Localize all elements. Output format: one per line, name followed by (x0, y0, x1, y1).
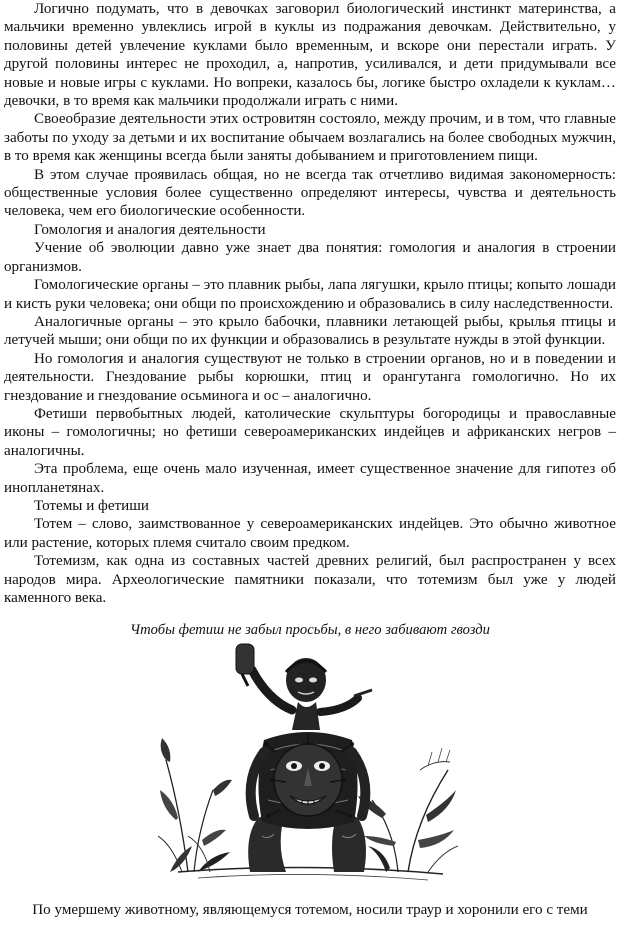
body-text (4, 0, 616, 607)
paragraph: Тотем – слово, заимствованное у североамериканских индейцев. Это обычно животное или растение, которых племя считало своим предком. (4, 516, 616, 551)
paragraph: Своеобразие деятельности этих островитян состояло, между прочим, и в том, что главные заботы по уходу за детьми и их воспитание обычаем возлагались на более свободных мужчин, в то время как женщины всегда были заняты добыванием и приготовлением пищи. (4, 111, 616, 165)
paragraph: Гомологические органы – это плавник рыбы, лапа лягушки, крыло птицы; копыто лошади и кисть руки человека; они общи по происхождению и образовались в силу наследственности. (4, 277, 616, 312)
paragraph: Логично подумать, что в девочках заговорил биологический инстинкт материнства, а мальчики временно увлеклись игрой в куклы из подражания девочкам. Действительно, у половины детей увлечение куклами было временным, и вскоре они перестали играть. У другой половины интерес не проходил, а, напротив, усиливался, и дети придумывали все новые и новые игры с куклами. Но вопреки, казалось бы, логике быстро охладели к куклам… девочки, в то время как мальчики продолжали играть с ними. (4, 1, 616, 110)
section-heading: Тотемы и фетиши (34, 497, 149, 514)
section-heading: Гомология и аналогия деятельности (34, 221, 266, 238)
paragraph: Фетиши первобытных людей, католические скульптуры богородицы и православные иконы – гомологичны; но фетиши североамериканских индейцев и африканских негров – аналогичны. (4, 405, 616, 459)
paragraph: В этом случае проявилась общая, но не всегда так отчетливо видимая закономерность: общественные условия более существенно определяют интересы, чувства и деятельность человека, чем его биологические особенности. (4, 166, 616, 220)
continuation-line: По умершему животному, являющемуся тотемом, носили траур и хоронили его с теми (32, 902, 588, 918)
paragraph: Аналогичные органы – это крыло бабочки, плавники летающей рыбы, крылья птицы и летучей мыши; они общи по их функции и образовались в результате нужды в этой функции. (4, 313, 616, 349)
paragraph: Тотемизм, как одна из составных частей древних религий, был распространен у всех народов мира. Археологические памятники показали, что тотемизм был уже у людей каменного века. (4, 553, 616, 606)
paragraph: Учение об эволюции давно уже знает два понятия: гомология и аналогия в строении организмов. (4, 240, 616, 275)
paragraph: Но гомология и аналогия существуют не только в строении органов, но и в поведении и деятельности. Гнездование рыбы корюшки, птиц и орангутанга гомологично. Но их гнездование и гнездование осьминога и ос – аналогично. (4, 350, 616, 404)
fetish-illustration (158, 640, 458, 890)
figure-caption: Чтобы фетиш не забыл просьбы, в него забивают гвозди (130, 622, 490, 638)
paragraph: Эта проблема, еще очень мало изученная, имеет существенное значение для гипотез об инопланетянах. (4, 461, 616, 496)
